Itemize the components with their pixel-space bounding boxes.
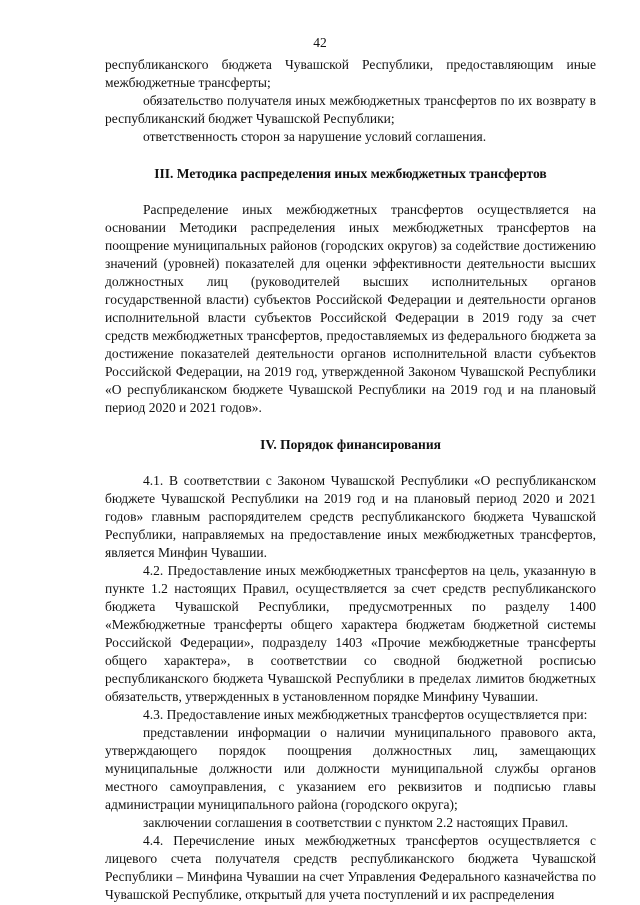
spacer xyxy=(105,454,596,472)
section-heading-methodology: III. Методика распределения иных межбюджетных трансфертов xyxy=(154,166,547,181)
paragraph-legal-act-info: представлении информации о наличии муниципального правового акта, утверждающего порядок поощрения должностных лиц, замещающих муниципальные должности или должности муниципальной службы органов местного самоуправления, с указанием его реквизитов и подписью главы администрации муниципального района (городского округа); xyxy=(105,725,596,812)
spacer xyxy=(105,183,596,201)
section-heading-financing: IV. Порядок финансирования xyxy=(260,437,441,452)
paragraph-agreement: заключении соглашения в соответствии с пунктом 2.2 настоящих Правил. xyxy=(143,815,569,830)
paragraph-4-3: 4.3. Предоставление иных межбюджетных трансфертов осуществляется при: xyxy=(143,707,588,722)
document-body xyxy=(105,56,596,904)
spacer xyxy=(105,146,596,165)
paragraph-4-4: 4.4. Перечисление иных межбюджетных трансфертов осуществляется с лицевого счета получателя средств республиканского бюджета Чувашской Республики – Минфина Чувашии на счет Управления Федерального казначейства по Чувашской Республике, открытый для учета поступлений и их распределения xyxy=(105,833,596,902)
paragraph-4-2: 4.2. Предоставление иных межбюджетных трансфертов на цель, указанную в пункте 1.2 настоящих Правил, осуществляется за счет средств республиканского бюджета Чувашской Республики, предусмотренных по разделу 1400 «Межбюджетные трансферты общего характера бюджетам бюджетной системы Российской Федерации», подразделу 1403 «Прочие межбюджетные трансферты общего характера», в соответствии со сводной бюджетной росписью республиканского бюджета Чувашской Республики в пределах лимитов бюджетных обязательств, утвержденных в установленном порядке Минфину Чувашии. xyxy=(105,563,596,704)
paragraph-continuation: республиканского бюджета Чувашской Республики, предоставляющим иные межбюджетные трансферты; xyxy=(105,57,596,90)
paragraph-refund-obligation: обязательство получателя иных межбюджетных трансфертов по их возврату в республиканский бюджет Чувашской Республики; xyxy=(105,93,596,126)
spacer xyxy=(105,417,596,436)
page-number: 42 xyxy=(313,35,327,50)
paragraph-responsibility: ответственность сторон за нарушение условий соглашения. xyxy=(143,129,487,144)
paragraph-4-1: 4.1. В соответствии с Законом Чувашской Республики «О республиканском бюджете Чувашской Республики на 2019 год и на плановый период 2020 и 2021 годов» главным распорядителем средств республиканского бюджета Чувашской Республики, направляемых на предоставление иных межбюджетных трансфертов, является Минфин Чувашии. xyxy=(105,473,596,560)
paragraph-distribution: Распределение иных межбюджетных трансфертов осуществляется на основании Методики распределения иных межбюджетных трансфертов на поощрение муниципальных районов (городских округов) за содействие достижению значений (уровней) показателей для оценки эффективности деятельности высших должностных лиц (руководителей высших исполнительных органов государственной власти) субъектов Российской Федерации и деятельности органов исполнительной власти субъектов Российской Федерации в 2019 году за счет средств межбюджетных трансфертов, предоставляемых из федерального бюджета за достижение показателей деятельности органов исполнительной власти субъектов Российской Федерации, на 2019 год, утвержденной Законом Чувашской Республики «О республиканском бюджете Чувашской Республики на 2019 год и на плановый период 2020 и 2021 годов». xyxy=(105,202,596,415)
